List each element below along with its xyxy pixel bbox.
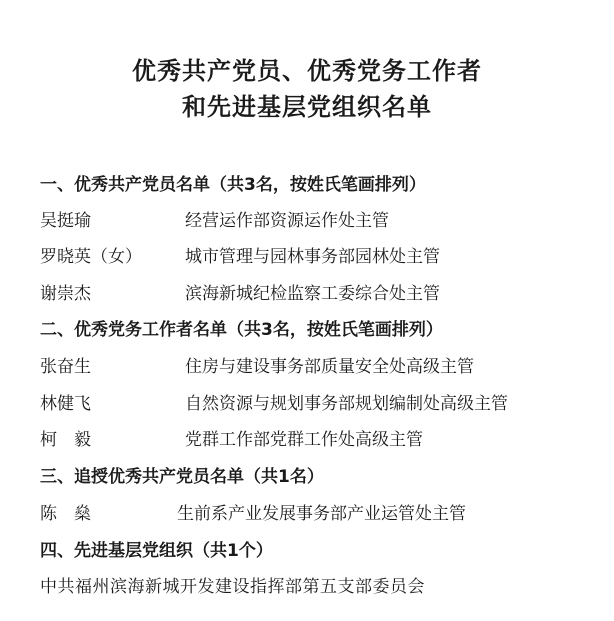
member-position: 经营运作部资源运作处主管 (185, 211, 389, 231)
member-position: 住房与建设事务部质量安全处高级主管 (185, 357, 474, 377)
member-position: 自然资源与规划事务部规划编制处高级主管 (185, 394, 508, 414)
document-title-line-1: 优秀共产党员、优秀党务工作者 (132, 57, 482, 85)
member-name: 陈 燊 (40, 504, 91, 524)
member-position: 党群工作部党群工作处高级主管 (185, 430, 423, 450)
member-name: 柯 毅 (40, 430, 91, 450)
member-position: 城市管理与园林事务部园林处主管 (185, 247, 440, 267)
member-name: 罗晓英（女） (40, 247, 142, 267)
member-name: 林健飞 (40, 394, 91, 414)
member-name: 吴挺瑜 (40, 211, 91, 231)
section-heading-4: 四、先进基层党组织（共1个） (40, 541, 273, 561)
document-title-line-2: 和先进基层党组织名单 (182, 93, 432, 121)
member-name: 谢崇杰 (40, 284, 91, 304)
section-heading-1: 一、优秀共产党员名单（共3名，按姓氏笔画排列） (40, 175, 426, 195)
member-position: 滨海新城纪检监察工委综合处主管 (185, 284, 440, 304)
section-heading-2: 二、优秀党务工作者名单（共3名，按姓氏笔画排列） (40, 320, 443, 340)
member-position: 生前系产业发展事务部产业运管处主管 (177, 504, 466, 524)
organization-name: 中共福州滨海新城开发建设指挥部第五支部委员会 (40, 577, 425, 597)
section-heading-3: 三、追授优秀共产党员名单（共1名） (40, 467, 324, 487)
member-name: 张奋生 (40, 357, 91, 377)
